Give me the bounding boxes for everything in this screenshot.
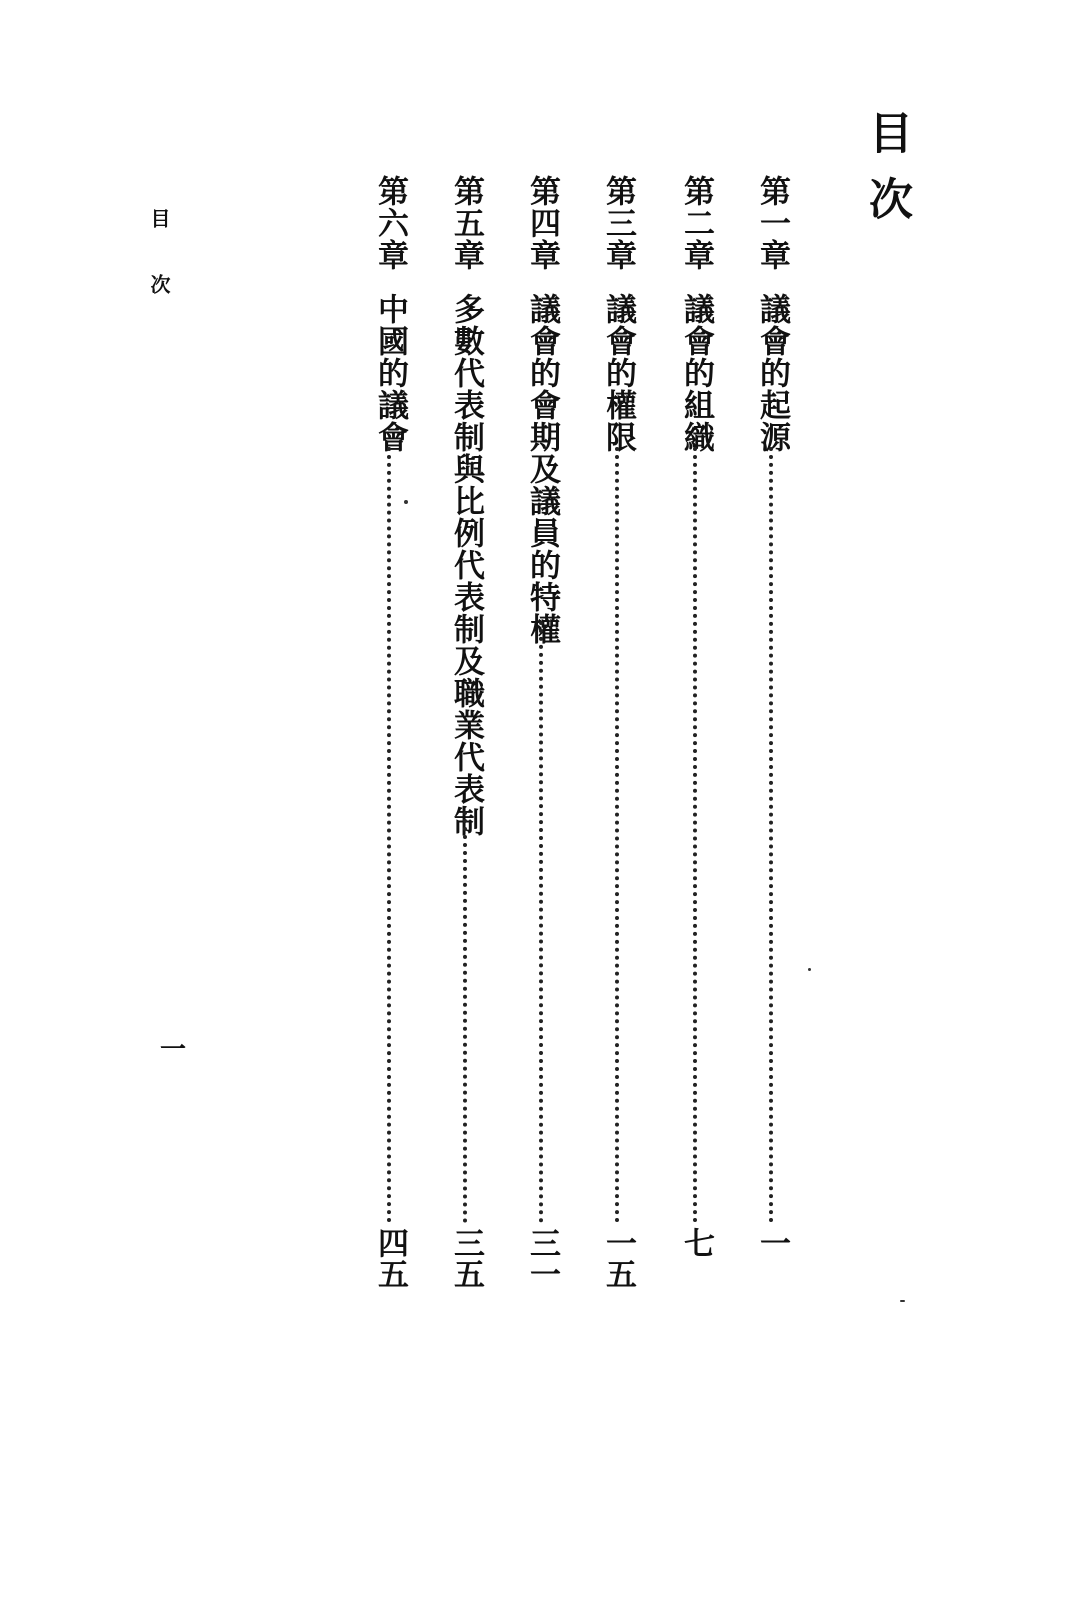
chapter-number: 第三章 [600,175,636,271]
page-number: 四五 [372,1227,408,1289]
running-head: 目次 [147,208,171,340]
toc-entry [598,175,638,1295]
chapter-title: 議會的起源 [754,293,790,453]
page-number: 七 [678,1227,714,1258]
chapter-title: 中國的議會 [372,293,408,453]
chapter-number: 第六章 [372,175,408,271]
toc-entry [752,175,792,1295]
chapter-title: 議會的會期及議員的特權 [524,293,560,645]
chapter-title: 議會的組織 [678,293,714,453]
folio: 一 [160,1035,187,1065]
scan-speck [404,500,408,504]
toc-entry [676,175,716,1295]
chapter-number: 第四章 [524,175,560,271]
page-number: 一五 [600,1227,636,1289]
page-number: 一 [754,1227,790,1258]
dot-leader [387,447,397,1223]
dot-leader [693,447,703,1223]
chapter-number: 第五章 [448,175,484,271]
dot-leader [615,447,625,1223]
page-title: 目次 [861,110,912,242]
toc-entry [446,175,486,1295]
page-number: 三五 [448,1227,484,1289]
page-number: 三一 [524,1227,560,1289]
toc-entry [522,175,562,1295]
chapter-number: 第一章 [754,175,790,271]
toc-entry [370,175,410,1295]
dot-leader [769,447,779,1223]
dot-leader [539,621,549,1223]
chapter-number: 第二章 [678,175,714,271]
scan-speck [900,1300,905,1302]
scan-speck [808,968,811,971]
chapter-title: 多數代表制與比例代表制及職業代表制 [448,293,484,837]
dot-leader [463,811,473,1223]
chapter-title: 議會的權限 [600,293,636,453]
